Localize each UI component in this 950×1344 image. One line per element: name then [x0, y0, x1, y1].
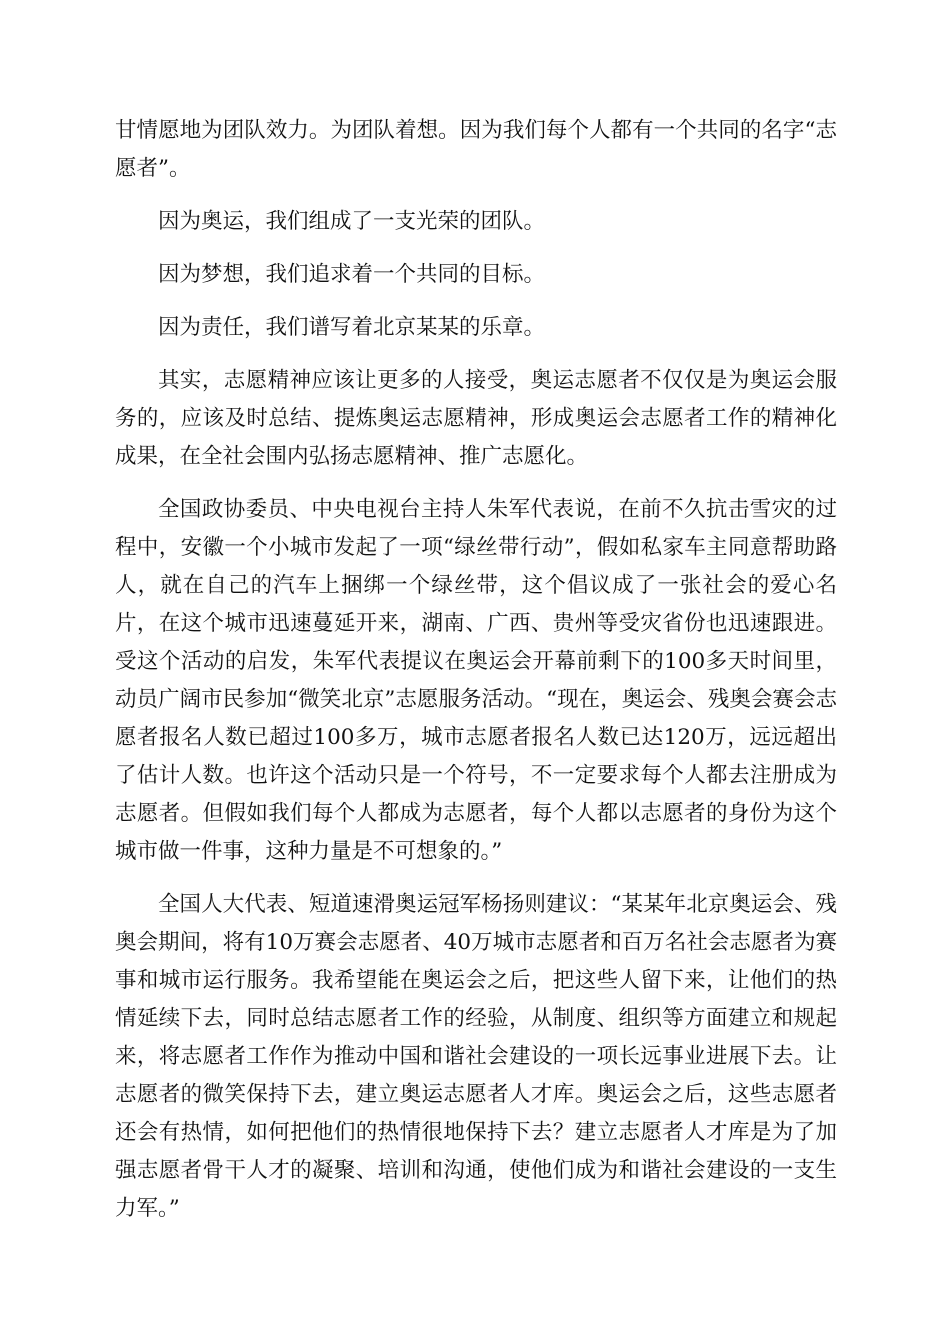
- paragraph-olympics-team: 因为奥运，我们组成了一支光荣的团队。: [158, 209, 546, 234]
- paragraph-continuation: 甘情愿地为团队效力。为团队着想。因为我们每个人都有一个共同的名字“志愿者”。: [115, 118, 837, 181]
- paragraph-zhu-jun: 全国政协委员、中央电视台主持人朱军代表说，在前不久抗击雪灾的过程中，安徽一个小城市发起了一项“绿丝带行动”，假如私家车主同意帮助路人，就在自己的汽车上捆绑一个绿丝带，这个倡议成了一张社会的爱心名片，在这个城市迅速蔓延开来，湖南、广西、贵州等受灾省份也迅速跟进。受这个活动的启发，朱军代表提议在奥运会开幕前剩下的100多天时间里，动员广阔市民参加“微笑北京”志愿服务活动。“现在，奥运会、残奥会赛会志愿者报名人数已超过100多万，城市志愿者报名人数已达120万，远远超出了估计人数。也许这个活动只是一个符号，不一定要求每个人都去注册成为志愿者。但假如我们每个人都成为志愿者，每个人都以志愿者的身份为这个城市做一件事，这种力量是不可想象的。”: [115, 497, 837, 864]
- paragraph-volunteer-spirit: 其实，志愿精神应该让更多的人接受，奥运志愿者不仅仅是为奥运会服务的，应该及时总结、提炼奥运志愿精神，形成奥运会志愿者工作的精神化成果，在全社会围内弘扬志愿精神、推广志愿化。: [115, 368, 837, 469]
- paragraph-dream-goal: 因为梦想，我们追求着一个共同的目标。: [158, 262, 546, 287]
- paragraph-responsibility: 因为责任，我们谱写着北京某某的乐章。: [158, 315, 546, 340]
- paragraph-yang-yang: 全国人大代表、短道速滑奥运冠军杨扬则建议：“某某年北京奥运会、残奥会期间，将有10万赛会志愿者、40万城市志愿者和百万名社会志愿者为赛事和城市运行服务。我希望能在奥运会之后，把这些人留下来，让他们的热情延续下去，同时总结志愿者工作的经验，从制度、组织等方面建立和规起来，将志愿者工作作为推动中国和谐社会建设的一项长远事业进展下去。让志愿者的微笑保持下去，建立奥运志愿者人才库。奥运会之后，这些志愿者还会有热情，如何把他们的热情很地保持下去？建立志愿者人才库是为了加强志愿者骨干人才的凝聚、培训和沟通，使他们成为和谐社会建设的一支生力军。”: [115, 892, 837, 1221]
- document-page: [115, 112, 837, 1243]
